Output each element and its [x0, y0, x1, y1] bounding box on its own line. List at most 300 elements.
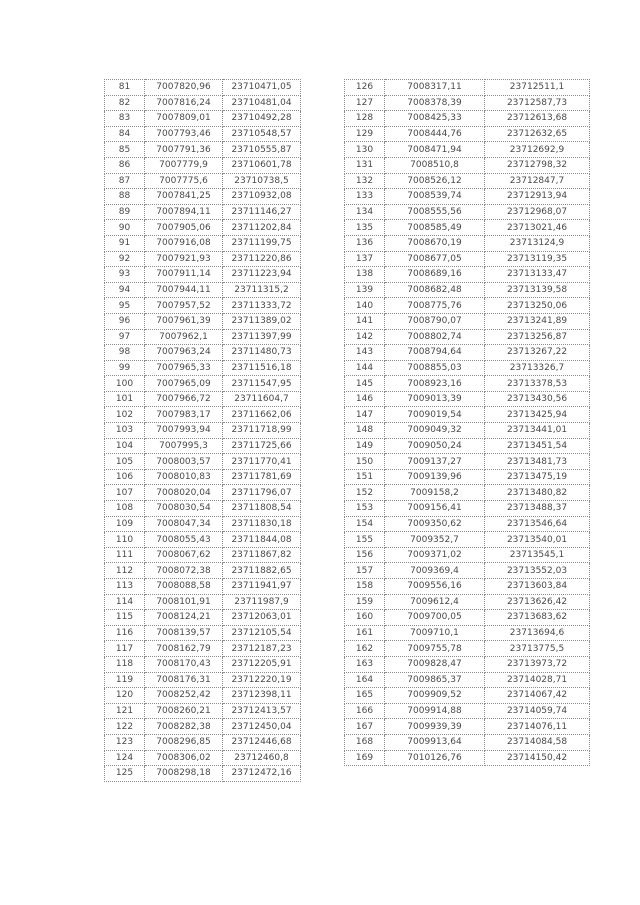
point-number-cell: 126 — [345, 80, 385, 96]
table-row — [345, 189, 590, 205]
table-row — [105, 220, 301, 236]
y-coordinate-cell: 23712446,68 — [223, 734, 301, 750]
y-coordinate-cell: 23711516,18 — [223, 360, 301, 376]
y-coordinate-cell: 23713775,5 — [485, 641, 590, 657]
x-coordinate-cell: 7007962,1 — [145, 329, 223, 345]
y-coordinate-cell: 23712613,68 — [485, 111, 590, 127]
table-row — [345, 298, 590, 314]
x-coordinate-cell: 7007961,39 — [145, 313, 223, 329]
point-number-cell: 90 — [105, 220, 145, 236]
table-row — [345, 501, 590, 517]
table-row — [105, 485, 301, 501]
x-coordinate-cell: 7008923,16 — [385, 376, 485, 392]
point-number-cell: 122 — [105, 719, 145, 735]
table-row — [345, 407, 590, 423]
table-row — [105, 157, 301, 173]
y-coordinate-cell: 23711223,94 — [223, 267, 301, 283]
table-row — [345, 282, 590, 298]
point-number-cell: 167 — [345, 719, 385, 735]
y-coordinate-cell: 23712913,94 — [485, 189, 590, 205]
x-coordinate-cell: 7007993,94 — [145, 423, 223, 439]
y-coordinate-cell: 23712798,32 — [485, 157, 590, 173]
point-number-cell: 98 — [105, 345, 145, 361]
y-coordinate-cell: 23713250,06 — [485, 298, 590, 314]
point-number-cell: 99 — [105, 360, 145, 376]
point-number-cell: 144 — [345, 360, 385, 376]
point-number-cell: 158 — [345, 579, 385, 595]
x-coordinate-cell: 7008010,83 — [145, 469, 223, 485]
table-row — [105, 501, 301, 517]
point-number-cell: 96 — [105, 313, 145, 329]
table-row — [105, 672, 301, 688]
x-coordinate-cell: 7007966,72 — [145, 391, 223, 407]
x-coordinate-cell: 7009755,78 — [385, 641, 485, 657]
table-row — [105, 766, 301, 782]
y-coordinate-cell: 23713626,42 — [485, 594, 590, 610]
point-number-cell: 120 — [105, 688, 145, 704]
x-coordinate-cell: 7008585,49 — [385, 220, 485, 236]
y-coordinate-cell: 23711941,97 — [223, 579, 301, 595]
y-coordinate-cell: 23713021,46 — [485, 220, 590, 236]
table-row — [105, 547, 301, 563]
point-number-cell: 85 — [105, 142, 145, 158]
point-number-cell: 82 — [105, 95, 145, 111]
table-row — [345, 80, 590, 96]
y-coordinate-cell: 23711718,99 — [223, 423, 301, 439]
x-coordinate-cell: 7007944,11 — [145, 282, 223, 298]
table-row — [345, 235, 590, 251]
x-coordinate-cell: 7009909,52 — [385, 688, 485, 704]
point-number-cell: 162 — [345, 641, 385, 657]
y-coordinate-cell: 23714059,74 — [485, 703, 590, 719]
y-coordinate-cell: 23713603,84 — [485, 579, 590, 595]
table-row — [345, 329, 590, 345]
table-row — [105, 111, 301, 127]
point-number-cell: 164 — [345, 672, 385, 688]
table-row — [105, 594, 301, 610]
y-coordinate-cell: 23710481,04 — [223, 95, 301, 111]
y-coordinate-cell: 23711397,99 — [223, 329, 301, 345]
point-number-cell: 88 — [105, 189, 145, 205]
table-row — [105, 376, 301, 392]
x-coordinate-cell: 7008526,12 — [385, 173, 485, 189]
point-number-cell: 159 — [345, 594, 385, 610]
x-coordinate-cell: 7008670,19 — [385, 235, 485, 251]
y-coordinate-cell: 23711480,73 — [223, 345, 301, 361]
table-row — [345, 516, 590, 532]
point-number-cell: 109 — [105, 516, 145, 532]
y-coordinate-cell: 23713378,53 — [485, 376, 590, 392]
y-coordinate-cell: 23714067,42 — [485, 688, 590, 704]
x-coordinate-cell: 7008030,54 — [145, 501, 223, 517]
x-coordinate-cell: 7008298,18 — [145, 766, 223, 782]
point-number-cell: 165 — [345, 688, 385, 704]
x-coordinate-cell: 7008794,64 — [385, 345, 485, 361]
x-coordinate-cell: 7008855,03 — [385, 360, 485, 376]
y-coordinate-cell: 23711844,08 — [223, 532, 301, 548]
y-coordinate-cell: 23713552,03 — [485, 563, 590, 579]
y-coordinate-cell: 23710932,08 — [223, 189, 301, 205]
y-coordinate-cell: 23713488,37 — [485, 501, 590, 517]
x-coordinate-cell: 7009352,7 — [385, 532, 485, 548]
y-coordinate-cell: 23713683,62 — [485, 610, 590, 626]
point-number-cell: 101 — [105, 391, 145, 407]
x-coordinate-cell: 7007911,14 — [145, 267, 223, 283]
point-number-cell: 160 — [345, 610, 385, 626]
table-row — [105, 267, 301, 283]
table-row — [345, 173, 590, 189]
table-row — [105, 719, 301, 735]
point-number-cell: 155 — [345, 532, 385, 548]
point-number-cell: 137 — [345, 251, 385, 267]
table-row — [105, 360, 301, 376]
point-number-cell: 116 — [105, 625, 145, 641]
x-coordinate-cell: 7008055,43 — [145, 532, 223, 548]
table-row — [105, 189, 301, 205]
point-number-cell: 142 — [345, 329, 385, 345]
x-coordinate-cell: 7007841,25 — [145, 189, 223, 205]
x-coordinate-cell: 7009019,54 — [385, 407, 485, 423]
point-number-cell: 111 — [105, 547, 145, 563]
y-coordinate-cell: 23714084,58 — [485, 734, 590, 750]
point-number-cell: 121 — [105, 703, 145, 719]
y-coordinate-cell: 23712220,19 — [223, 672, 301, 688]
table-row — [105, 579, 301, 595]
y-coordinate-cell: 23710555,87 — [223, 142, 301, 158]
y-coordinate-cell: 23712587,73 — [485, 95, 590, 111]
x-coordinate-cell: 7008124,21 — [145, 610, 223, 626]
table-row — [345, 111, 590, 127]
table-row — [345, 376, 590, 392]
y-coordinate-cell: 23713267,22 — [485, 345, 590, 361]
y-coordinate-cell: 23713451,54 — [485, 438, 590, 454]
x-coordinate-cell: 7009939,39 — [385, 719, 485, 735]
point-number-cell: 123 — [105, 734, 145, 750]
x-coordinate-cell: 7009710,1 — [385, 625, 485, 641]
x-coordinate-cell: 7008510,8 — [385, 157, 485, 173]
x-coordinate-cell: 7008170,43 — [145, 656, 223, 672]
point-number-cell: 130 — [345, 142, 385, 158]
y-coordinate-cell: 23711604,7 — [223, 391, 301, 407]
point-number-cell: 132 — [345, 173, 385, 189]
point-number-cell: 129 — [345, 126, 385, 142]
x-coordinate-cell: 7007816,24 — [145, 95, 223, 111]
y-coordinate-cell: 23710492,28 — [223, 111, 301, 127]
point-number-cell: 103 — [105, 423, 145, 439]
y-coordinate-cell: 23711220,86 — [223, 251, 301, 267]
point-number-cell: 127 — [345, 95, 385, 111]
table-row — [105, 95, 301, 111]
x-coordinate-cell: 7007995,3 — [145, 438, 223, 454]
y-coordinate-cell: 23713430,56 — [485, 391, 590, 407]
point-number-cell: 83 — [105, 111, 145, 127]
y-coordinate-cell: 23712632,65 — [485, 126, 590, 142]
point-number-cell: 161 — [345, 625, 385, 641]
table-row — [345, 251, 590, 267]
y-coordinate-cell: 23712063,01 — [223, 610, 301, 626]
table-row — [105, 126, 301, 142]
y-coordinate-cell: 23713119,35 — [485, 251, 590, 267]
coordinates-table-right — [344, 79, 590, 766]
y-coordinate-cell: 23711315,2 — [223, 282, 301, 298]
x-coordinate-cell: 7008775,76 — [385, 298, 485, 314]
point-number-cell: 131 — [345, 157, 385, 173]
point-number-cell: 113 — [105, 579, 145, 595]
point-number-cell: 138 — [345, 267, 385, 283]
y-coordinate-cell: 23712398,11 — [223, 688, 301, 704]
x-coordinate-cell: 7008088,58 — [145, 579, 223, 595]
y-coordinate-cell: 23711146,27 — [223, 204, 301, 220]
x-coordinate-cell: 7007965,09 — [145, 376, 223, 392]
table-row — [105, 251, 301, 267]
point-number-cell: 156 — [345, 547, 385, 563]
y-coordinate-cell: 23712460,8 — [223, 750, 301, 766]
point-number-cell: 93 — [105, 267, 145, 283]
point-number-cell: 118 — [105, 656, 145, 672]
x-coordinate-cell: 7009828,47 — [385, 656, 485, 672]
table-row — [345, 360, 590, 376]
point-number-cell: 140 — [345, 298, 385, 314]
point-number-cell: 157 — [345, 563, 385, 579]
x-coordinate-cell: 7007905,06 — [145, 220, 223, 236]
point-number-cell: 169 — [345, 750, 385, 766]
y-coordinate-cell: 23713139,58 — [485, 282, 590, 298]
point-number-cell: 114 — [105, 594, 145, 610]
x-coordinate-cell: 7008444,76 — [385, 126, 485, 142]
table-row — [105, 688, 301, 704]
y-coordinate-cell: 23713480,82 — [485, 485, 590, 501]
y-coordinate-cell: 23711333,72 — [223, 298, 301, 314]
point-number-cell: 145 — [345, 376, 385, 392]
point-number-cell: 92 — [105, 251, 145, 267]
y-coordinate-cell: 23712450,04 — [223, 719, 301, 735]
x-coordinate-cell: 7009865,37 — [385, 672, 485, 688]
point-number-cell: 139 — [345, 282, 385, 298]
y-coordinate-cell: 23713256,87 — [485, 329, 590, 345]
x-coordinate-cell: 7008252,42 — [145, 688, 223, 704]
point-number-cell: 86 — [105, 157, 145, 173]
point-number-cell: 124 — [105, 750, 145, 766]
x-coordinate-cell: 7009137,27 — [385, 454, 485, 470]
table-row — [345, 126, 590, 142]
point-number-cell: 95 — [105, 298, 145, 314]
y-coordinate-cell: 23713133,47 — [485, 267, 590, 283]
point-number-cell: 108 — [105, 501, 145, 517]
x-coordinate-cell: 7008378,39 — [385, 95, 485, 111]
point-number-cell: 143 — [345, 345, 385, 361]
y-coordinate-cell: 23711882,65 — [223, 563, 301, 579]
table-row — [345, 703, 590, 719]
x-coordinate-cell: 7008677,05 — [385, 251, 485, 267]
point-number-cell: 146 — [345, 391, 385, 407]
table-row — [345, 391, 590, 407]
point-number-cell: 136 — [345, 235, 385, 251]
table-row — [105, 750, 301, 766]
point-number-cell: 154 — [345, 516, 385, 532]
y-coordinate-cell: 23711389,02 — [223, 313, 301, 329]
point-number-cell: 106 — [105, 469, 145, 485]
y-coordinate-cell: 23711867,82 — [223, 547, 301, 563]
y-coordinate-cell: 23711796,07 — [223, 485, 301, 501]
x-coordinate-cell: 7008802,74 — [385, 329, 485, 345]
table-row — [105, 345, 301, 361]
x-coordinate-cell: 7008020,04 — [145, 485, 223, 501]
table-row — [345, 625, 590, 641]
table-row — [105, 173, 301, 189]
point-number-cell: 117 — [105, 641, 145, 657]
table-row — [345, 142, 590, 158]
table-row — [105, 703, 301, 719]
y-coordinate-cell: 23711781,69 — [223, 469, 301, 485]
y-coordinate-cell: 23711547,95 — [223, 376, 301, 392]
table-row — [345, 204, 590, 220]
table-row — [105, 423, 301, 439]
y-coordinate-cell: 23712472,16 — [223, 766, 301, 782]
x-coordinate-cell: 7008162,79 — [145, 641, 223, 657]
point-number-cell: 84 — [105, 126, 145, 142]
table-row — [345, 688, 590, 704]
x-coordinate-cell: 7008260,21 — [145, 703, 223, 719]
y-coordinate-cell: 23713425,94 — [485, 407, 590, 423]
table-row — [345, 95, 590, 111]
table-row — [345, 656, 590, 672]
point-number-cell: 107 — [105, 485, 145, 501]
table-row — [105, 610, 301, 626]
table-row — [105, 391, 301, 407]
y-coordinate-cell: 23712187,23 — [223, 641, 301, 657]
table-row — [105, 204, 301, 220]
point-number-cell: 163 — [345, 656, 385, 672]
coordinates-table-right-body — [345, 80, 590, 766]
point-number-cell: 115 — [105, 610, 145, 626]
y-coordinate-cell: 23712511,1 — [485, 80, 590, 96]
y-coordinate-cell: 23714028,71 — [485, 672, 590, 688]
point-number-cell: 151 — [345, 469, 385, 485]
table-row — [105, 563, 301, 579]
x-coordinate-cell: 7008425,33 — [385, 111, 485, 127]
x-coordinate-cell: 7007983,17 — [145, 407, 223, 423]
coordinates-table-left — [104, 79, 301, 782]
x-coordinate-cell: 7009371,02 — [385, 547, 485, 563]
x-coordinate-cell: 7008101,91 — [145, 594, 223, 610]
point-number-cell: 100 — [105, 376, 145, 392]
table-row — [105, 469, 301, 485]
x-coordinate-cell: 7009049,32 — [385, 423, 485, 439]
y-coordinate-cell: 23714150,42 — [485, 750, 590, 766]
y-coordinate-cell: 23710738,5 — [223, 173, 301, 189]
table-row — [105, 516, 301, 532]
y-coordinate-cell: 23714076,11 — [485, 719, 590, 735]
x-coordinate-cell: 7008555,56 — [385, 204, 485, 220]
point-number-cell: 104 — [105, 438, 145, 454]
point-number-cell: 89 — [105, 204, 145, 220]
y-coordinate-cell: 23710548,57 — [223, 126, 301, 142]
x-coordinate-cell: 7009913,64 — [385, 734, 485, 750]
table-row — [345, 579, 590, 595]
table-row — [345, 719, 590, 735]
table-row — [105, 298, 301, 314]
point-number-cell: 110 — [105, 532, 145, 548]
point-number-cell: 81 — [105, 80, 145, 96]
table-row — [345, 267, 590, 283]
point-number-cell: 105 — [105, 454, 145, 470]
x-coordinate-cell: 7009013,39 — [385, 391, 485, 407]
x-coordinate-cell: 7007957,52 — [145, 298, 223, 314]
table-row — [105, 80, 301, 96]
point-number-cell: 112 — [105, 563, 145, 579]
x-coordinate-cell: 7008682,48 — [385, 282, 485, 298]
table-row — [105, 235, 301, 251]
table-row — [105, 329, 301, 345]
x-coordinate-cell: 7009156,41 — [385, 501, 485, 517]
table-row — [345, 313, 590, 329]
y-coordinate-cell: 23713326,7 — [485, 360, 590, 376]
point-number-cell: 87 — [105, 173, 145, 189]
table-row — [345, 563, 590, 579]
x-coordinate-cell: 7008539,74 — [385, 189, 485, 205]
y-coordinate-cell: 23711202,84 — [223, 220, 301, 236]
table-row — [345, 423, 590, 439]
x-coordinate-cell: 7008176,31 — [145, 672, 223, 688]
x-coordinate-cell: 7008003,57 — [145, 454, 223, 470]
x-coordinate-cell: 7009612,4 — [385, 594, 485, 610]
point-number-cell: 149 — [345, 438, 385, 454]
y-coordinate-cell: 23711199,75 — [223, 235, 301, 251]
point-number-cell: 168 — [345, 734, 385, 750]
x-coordinate-cell: 7008689,16 — [385, 267, 485, 283]
point-number-cell: 135 — [345, 220, 385, 236]
x-coordinate-cell: 7007791,36 — [145, 142, 223, 158]
x-coordinate-cell: 7008282,38 — [145, 719, 223, 735]
table-row — [345, 157, 590, 173]
x-coordinate-cell: 7009700,05 — [385, 610, 485, 626]
y-coordinate-cell: 23710601,78 — [223, 157, 301, 173]
y-coordinate-cell: 23713694,6 — [485, 625, 590, 641]
y-coordinate-cell: 23713475,19 — [485, 469, 590, 485]
x-coordinate-cell: 7007820,96 — [145, 80, 223, 96]
table-row — [345, 750, 590, 766]
x-coordinate-cell: 7008471,94 — [385, 142, 485, 158]
x-coordinate-cell: 7009158,2 — [385, 485, 485, 501]
x-coordinate-cell: 7008067,62 — [145, 547, 223, 563]
x-coordinate-cell: 7007894,11 — [145, 204, 223, 220]
y-coordinate-cell: 23711725,66 — [223, 438, 301, 454]
table-row — [105, 734, 301, 750]
x-coordinate-cell: 7009050,24 — [385, 438, 485, 454]
table-row — [105, 532, 301, 548]
point-number-cell: 152 — [345, 485, 385, 501]
x-coordinate-cell: 7008296,85 — [145, 734, 223, 750]
y-coordinate-cell: 23711770,41 — [223, 454, 301, 470]
y-coordinate-cell: 23712105,54 — [223, 625, 301, 641]
table-row — [345, 438, 590, 454]
x-coordinate-cell: 7008072,38 — [145, 563, 223, 579]
point-number-cell: 94 — [105, 282, 145, 298]
y-coordinate-cell: 23713545,1 — [485, 547, 590, 563]
y-coordinate-cell: 23711808,54 — [223, 501, 301, 517]
x-coordinate-cell: 7007793,46 — [145, 126, 223, 142]
table-row — [345, 547, 590, 563]
y-coordinate-cell: 23713973,72 — [485, 656, 590, 672]
y-coordinate-cell: 23712968,07 — [485, 204, 590, 220]
table-row — [345, 672, 590, 688]
y-coordinate-cell: 23712847,7 — [485, 173, 590, 189]
point-number-cell: 166 — [345, 703, 385, 719]
x-coordinate-cell: 7007779,9 — [145, 157, 223, 173]
x-coordinate-cell: 7007921,93 — [145, 251, 223, 267]
x-coordinate-cell: 7009369,4 — [385, 563, 485, 579]
point-number-cell: 141 — [345, 313, 385, 329]
